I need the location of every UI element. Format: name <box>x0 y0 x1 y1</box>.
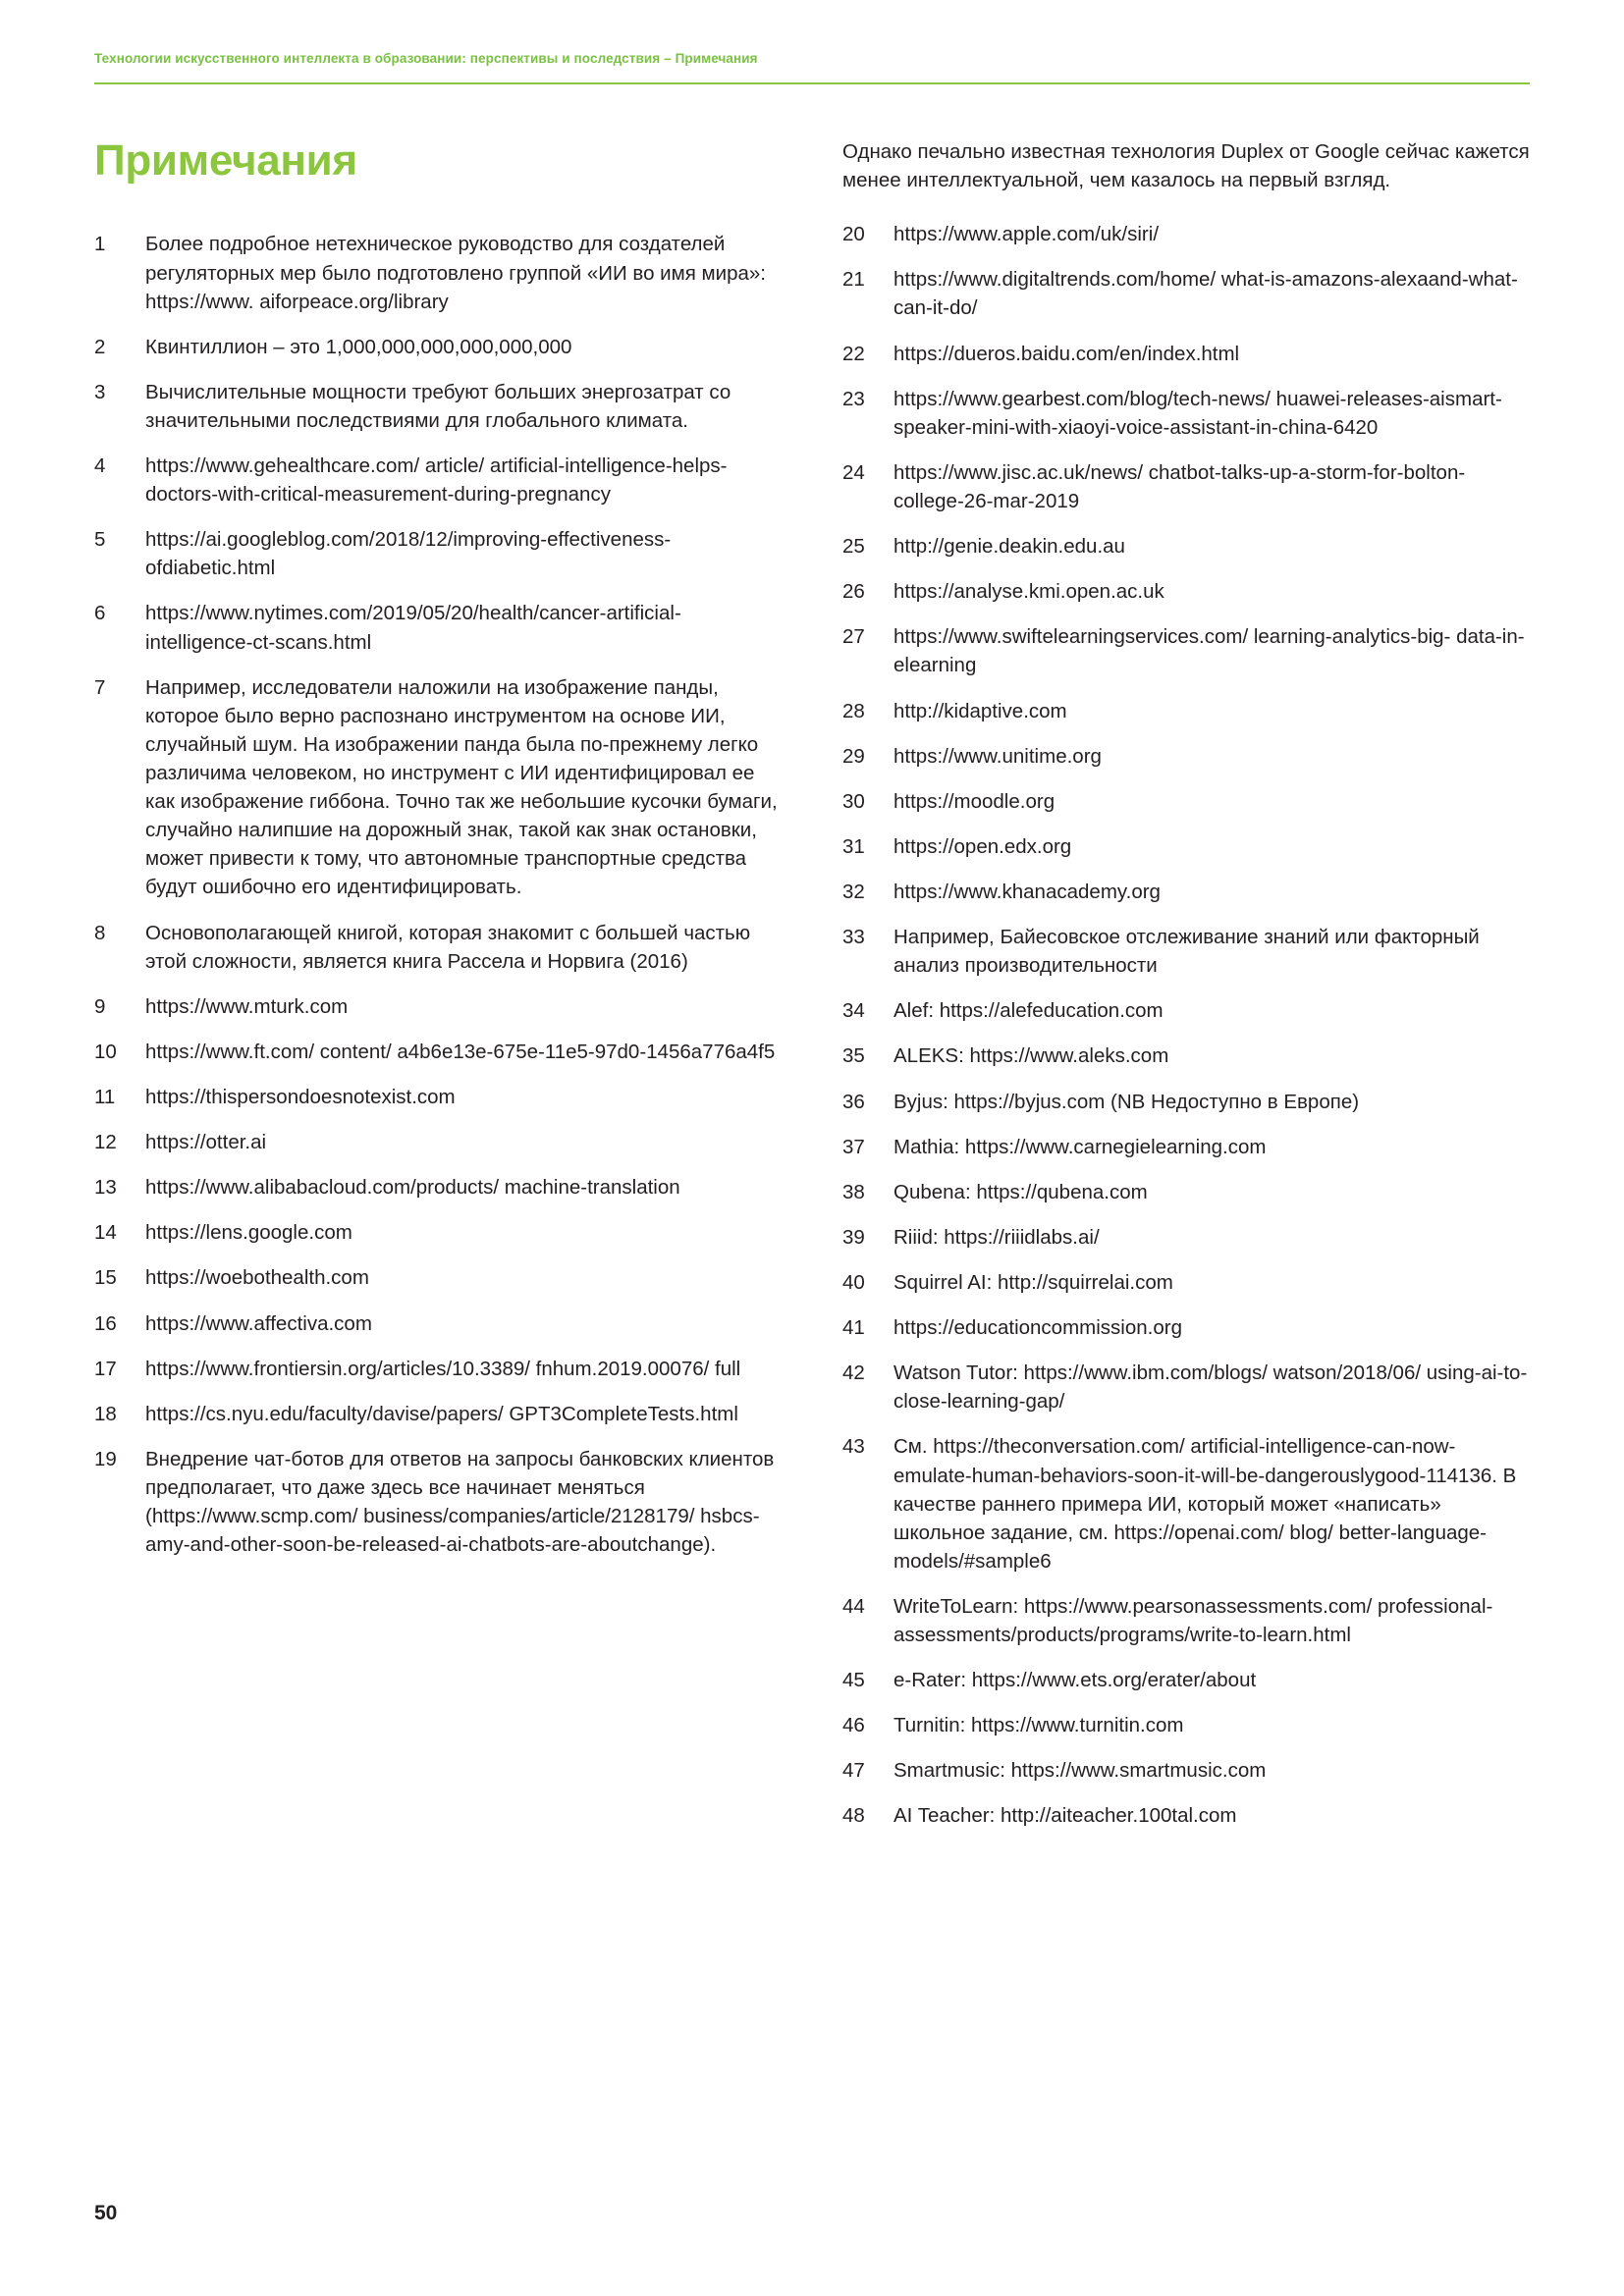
note-item <box>842 1592 1530 1649</box>
note-item <box>842 1223 1530 1252</box>
note-item <box>842 1756 1530 1785</box>
note-number: 46 <box>842 1714 865 1737</box>
note-number: 29 <box>842 744 865 768</box>
note-number: 21 <box>842 268 865 292</box>
note-item <box>842 1801 1530 1830</box>
note-text: https://www.unitime.org <box>893 744 1102 768</box>
note-text: Квинтиллион – это 1,000,000,000,000,000,000 <box>145 335 572 358</box>
note-text: https://www.nytimes.com/2019/05/20/health/cancer-artificial-intelligence-ct-scans.html <box>145 602 681 654</box>
note-text: Qubena: https://qubena.com <box>893 1180 1148 1203</box>
note-item <box>94 333 782 361</box>
note-text: WriteToLearn: https://www.pearsonassessments.com/ professional-assessments/products/programs/write-to-learn.html <box>893 1594 1493 1647</box>
note-number: 20 <box>842 223 865 246</box>
note-text: ALEKS: https://www.aleks.com <box>893 1044 1169 1068</box>
header-divider <box>94 82 1530 84</box>
note-number: 44 <box>842 1594 865 1618</box>
note-text: https://open.edx.org <box>893 834 1072 858</box>
note-number: 30 <box>842 789 865 813</box>
note-item <box>842 1088 1530 1116</box>
note-item <box>94 1173 782 1201</box>
note-number: 16 <box>94 1311 117 1335</box>
note-item <box>842 1041 1530 1070</box>
note-text: https://thispersondoesnotexist.com <box>145 1086 456 1109</box>
note-item <box>94 1083 782 1111</box>
right-column <box>842 137 1530 1847</box>
note-item <box>842 923 1530 980</box>
note-item <box>842 577 1530 606</box>
note-text: https://www.affectiva.com <box>145 1311 372 1335</box>
note-number: 33 <box>842 926 865 949</box>
note-text: Вычислительные мощности требуют больших энергозатрат со значительными последствиями для глобального климата. <box>145 380 731 432</box>
note-number: 19 <box>94 1447 117 1470</box>
note-text: Alef: https://alefeducation.com <box>893 999 1164 1023</box>
note-number: 10 <box>94 1040 117 1063</box>
note-number: 18 <box>94 1402 117 1425</box>
note-number: 2 <box>94 335 106 358</box>
note-item <box>842 787 1530 816</box>
note-number: 12 <box>94 1131 117 1154</box>
note-text: https://www.ft.com/ content/ a4b6e13e-675e-11e5-97d0-1456a776a4f5 <box>145 1040 776 1063</box>
note-text: Byjus: https://byjus.com (NB Недоступно в Европе) <box>893 1090 1360 1113</box>
note-item <box>94 452 782 508</box>
note-text: https://cs.nyu.edu/faculty/davise/papers/ GPT3CompleteTests.html <box>145 1402 738 1425</box>
note-number: 26 <box>842 580 865 604</box>
note-number: 14 <box>94 1221 117 1245</box>
note-text: https://www.frontiersin.org/articles/10.3389/ fnhum.2019.00076/ full <box>145 1357 741 1380</box>
note-number: 39 <box>842 1225 865 1249</box>
note-item <box>842 1313 1530 1342</box>
note-number: 8 <box>94 921 106 944</box>
note-number: 41 <box>842 1316 865 1340</box>
note-item <box>94 992 782 1021</box>
note-number: 45 <box>842 1669 865 1692</box>
note-text: Watson Tutor: https://www.ibm.com/blogs/ watson/2018/06/ using-ai-to-close-learning-gap/ <box>893 1362 1528 1414</box>
note-item <box>94 525 782 582</box>
note-item <box>842 996 1530 1025</box>
note-text: https://www.swiftelearningservices.com/ learning-analytics-big- data-in-elearning <box>893 625 1525 677</box>
right-column-lead-paragraph: Однако печально известная технология Duplex от Google сейчас кажется менее интеллектуальной, чем казалось на первый взгляд. <box>842 140 1530 192</box>
note-text: https://www.alibabacloud.com/products/ machine-translation <box>145 1176 680 1200</box>
left-column <box>94 137 782 1847</box>
note-text: https://dueros.baidu.com/en/index.html <box>893 342 1240 365</box>
note-text: https://lens.google.com <box>145 1221 352 1245</box>
note-item <box>94 673 782 902</box>
note-number: 1 <box>94 233 106 256</box>
note-number: 17 <box>94 1357 117 1380</box>
note-text: https://www.gearbest.com/blog/tech-news/ huawei-releases-aismart-speaker-mini-with-xiaoyi-voice-assistant-in-china-6420 <box>893 387 1502 439</box>
note-item <box>842 742 1530 771</box>
note-number: 7 <box>94 675 106 699</box>
note-item <box>94 1309 782 1338</box>
note-text: https://www.jisc.ac.uk/news/ chatbot-talks-up-a-storm-for-bolton-college-26-mar-2019 <box>893 460 1466 512</box>
note-item <box>94 1355 782 1383</box>
note-item <box>842 1359 1530 1415</box>
note-text: AI Teacher: http://aiteacher.100tal.com <box>893 1804 1237 1828</box>
note-item <box>94 1400 782 1428</box>
note-item <box>842 532 1530 561</box>
note-item <box>94 919 782 976</box>
note-item <box>842 1133 1530 1161</box>
note-text: https://www.mturk.com <box>145 994 349 1018</box>
note-item <box>94 378 782 435</box>
note-number: 5 <box>94 528 106 552</box>
note-text: https://otter.ai <box>145 1131 267 1154</box>
note-item <box>842 697 1530 725</box>
note-number: 32 <box>842 880 865 903</box>
note-number: 4 <box>94 454 106 478</box>
note-number: 23 <box>842 387 865 410</box>
note-item <box>94 230 782 315</box>
page-number: 50 <box>94 2202 118 2224</box>
note-number: 31 <box>842 834 865 858</box>
note-text: https://moodle.org <box>893 789 1056 813</box>
note-number: 15 <box>94 1266 117 1290</box>
note-item <box>94 1218 782 1247</box>
note-item <box>842 832 1530 861</box>
note-number: 48 <box>842 1804 865 1828</box>
note-item <box>94 1445 782 1559</box>
note-number: 6 <box>94 602 106 625</box>
note-item <box>842 385 1530 442</box>
note-item <box>94 1038 782 1066</box>
note-item <box>842 878 1530 906</box>
note-number: 13 <box>94 1176 117 1200</box>
note-text: Riiid: https://riiidlabs.ai/ <box>893 1225 1100 1249</box>
note-item <box>842 340 1530 368</box>
note-number: 40 <box>842 1270 865 1294</box>
note-text: Turnitin: https://www.turnitin.com <box>893 1714 1184 1737</box>
note-text: https://woebothealth.com <box>145 1266 369 1290</box>
note-text: https://www.khanacademy.org <box>893 880 1161 903</box>
note-item <box>94 1263 782 1292</box>
note-number: 27 <box>842 625 865 649</box>
note-text: Основополагающей книгой, которая знакомит с большей частью этой сложности, является книга Рассела и Норвига (2016) <box>145 921 751 973</box>
note-item <box>94 1128 782 1156</box>
note-item <box>842 1711 1530 1739</box>
note-number: 9 <box>94 994 106 1018</box>
note-text: https://www.gehealthcare.com/ article/ artificial-intelligence-helps-doctors-with-critical-measurement-during-pregnancy <box>145 454 728 507</box>
note-text: https://ai.googleblog.com/2018/12/improving-effectiveness-ofdiabetic.html <box>145 528 672 580</box>
note-text: Внедрение чат-ботов для ответов на запросы банковских клиентов предполагает, что даже здесь все начинает меняться (https://www.scmp.com/ business/companies/article/2128179/ hsbcs-amy-and-other-soon-be-released-ai-chatbots-are-aboutchange). <box>145 1447 775 1557</box>
note-text: https://www.apple.com/uk/siri/ <box>893 223 1160 246</box>
note-number: 22 <box>842 342 865 365</box>
notes-list-right <box>842 220 1530 1830</box>
note-number: 36 <box>842 1090 865 1113</box>
note-number: 34 <box>842 999 865 1023</box>
note-item <box>842 458 1530 515</box>
note-text: Smartmusic: https://www.smartmusic.com <box>893 1759 1267 1783</box>
note-item <box>842 1666 1530 1694</box>
note-text: Более подробное нетехническое руководство для создателей регуляторных мер было подготовлено группой «ИИ во имя мира»: https://www. aiforpeace.org/library <box>145 233 766 313</box>
note-text: http://kidaptive.com <box>893 699 1067 722</box>
note-text: Squirrel AI: http://squirrelai.com <box>893 1270 1173 1294</box>
note-text: Например, исследователи наложили на изображение панды, которое было верно распознано инструментом на основе ИИ, случайный шум. На изображении панда была по-прежнему легко различима человеком, но инструмент с ИИ идентифицировал ее как изображение гиббона. Точно так же небольшие кусочки бумаги, случайно налипшие на дорожный знак, такой как знак остановки, может привести к тому, что автономные транспортные средства будут ошибочно его идентифицировать. <box>145 675 778 899</box>
note-item <box>842 1268 1530 1297</box>
note-number: 35 <box>842 1044 865 1068</box>
note-number: 3 <box>94 380 106 403</box>
note-item <box>94 599 782 656</box>
page-title: Примечания <box>94 136 357 185</box>
note-text: Mathia: https://www.carnegielearning.com <box>893 1135 1267 1158</box>
note-text: Например, Байесовское отслеживание знаний или факторный анализ производительности <box>893 926 1480 978</box>
note-item <box>842 1178 1530 1206</box>
note-item <box>842 220 1530 248</box>
note-number: 24 <box>842 460 865 484</box>
running-head: Технологии искусственного интеллекта в образовании: перспективы и последствия – Примечания <box>94 51 758 66</box>
note-number: 25 <box>842 535 865 559</box>
note-number: 11 <box>94 1086 116 1109</box>
note-text: См. https://theconversation.com/ artificial-intelligence-can-now- emulate-human-behaviors-soon-it-will-be-dangerouslygood-114136. В качестве раннего примера ИИ, который может «написать» школьное задание, см. https://openai.com/ blog/ better-language-models/#sample6 <box>893 1435 1517 1573</box>
note-text: https://www.digitaltrends.com/home/ what-is-amazons-alexaand-what-can-it-do/ <box>893 268 1518 320</box>
two-column-content <box>94 137 1530 1847</box>
note-text: https://analyse.kmi.open.ac.uk <box>893 580 1164 604</box>
note-text: http://genie.deakin.edu.au <box>893 535 1125 559</box>
note-number: 28 <box>842 699 865 722</box>
note-number: 37 <box>842 1135 865 1158</box>
note-number: 43 <box>842 1435 865 1459</box>
notes-list-left <box>94 230 782 1559</box>
note-text: e-Rater: https://www.ets.org/erater/about <box>893 1669 1257 1692</box>
note-text: https://educationcommission.org <box>893 1316 1182 1340</box>
note-number: 47 <box>842 1759 865 1783</box>
note-item <box>842 622 1530 679</box>
note-number: 42 <box>842 1362 865 1385</box>
note-item <box>842 265 1530 322</box>
note-item <box>842 1432 1530 1575</box>
note-number: 38 <box>842 1180 865 1203</box>
